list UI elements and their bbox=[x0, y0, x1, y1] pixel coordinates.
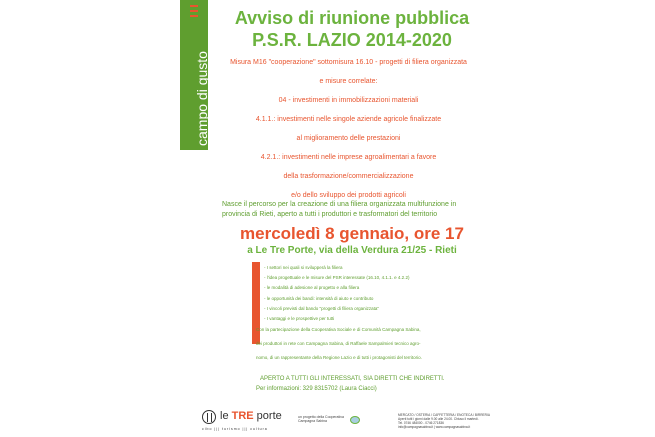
intro-line: provincia di Rieti, aperto a tutti i produttori e trasformatori del territorio bbox=[222, 211, 438, 218]
contact-info: Per informazioni: 329 8315702 (Laura Ciacci) bbox=[256, 386, 377, 392]
participation-line: nomo, di un rappresentante della Regione Lazio e di tutti i protagonisti del territorio. bbox=[256, 355, 422, 360]
coop-credit: un progetto della Cooperativa Campagna Sabina bbox=[298, 415, 344, 424]
open-note: APERTO A TUTTI GLI INTERESSATI, SIA DIRETTI CHE INDIRETTI. bbox=[260, 376, 445, 382]
le-tre-porte-logo bbox=[202, 410, 282, 434]
poster bbox=[180, 0, 490, 437]
measure-line: e misure correlate: bbox=[319, 78, 378, 85]
list-item: - l'idea progettuale e le misure del PSR interessate (16.10, 4.1.1. e 4.2.2) bbox=[264, 275, 410, 281]
side-brand-text: campo di gusto bbox=[194, 51, 210, 146]
participation-paragraph bbox=[256, 327, 481, 369]
list-item: - le modalità di adesione al progetto e alla filiera bbox=[264, 285, 360, 291]
participation-line: dei produttori in rete con Campagna Sabina, di Raffaele Sampalmieri tecnico agro- bbox=[256, 341, 421, 346]
measure-line: 4.2.1.: investimenti nelle imprese agroalimentari a favore bbox=[260, 154, 437, 161]
event-date: mercoledì 8 gennaio, ore 17 bbox=[240, 224, 464, 243]
market-line: info@campagnasabina.it | www.campagnasabina.it bbox=[398, 425, 471, 429]
intro-paragraph bbox=[222, 200, 482, 220]
agenda-list bbox=[264, 265, 464, 326]
list-item: - I vincoli previsti dal bando "progetti di filiera organizzata" bbox=[264, 305, 380, 311]
logo-tagline: cibo ||| turismo ||| cultura bbox=[202, 427, 268, 431]
measure-line: al miglioramento delle prestazioni bbox=[296, 135, 401, 142]
participation-line: Con la partecipazione della Cooperativa Sociale e di Comunità Campagna Sabina, bbox=[256, 327, 421, 332]
measure-line: e/o dello sviluppo dei prodotti agricoli bbox=[291, 192, 406, 199]
measure-line: della trasformazione/commercializzazione bbox=[283, 173, 414, 180]
logo-circle-icon bbox=[202, 410, 216, 424]
market-line: Tel. 0746 484000 - 0746 271836 bbox=[398, 421, 444, 425]
measure-line: Misura M16 "cooperazione" sottomisura 16.10 - progetti di filiera organizzata bbox=[230, 59, 467, 66]
market-info bbox=[398, 413, 490, 429]
event-place: a Le Tre Porte, via della Verdura 21/25 - Rieti bbox=[247, 245, 457, 256]
list-item: - I settori nei quali si svilupperà la filiera bbox=[264, 265, 343, 270]
market-line: Aperti tutti i giorni dalle 9.00 alle 24.00. Chiuso il martedì. bbox=[398, 417, 479, 421]
measures-list bbox=[216, 58, 481, 210]
coop-logo-icon bbox=[350, 416, 360, 424]
side-stripes bbox=[182, 5, 206, 20]
intro-line: Nasce il percorso per la creazione di una filiera organizzata multifunzione in bbox=[222, 201, 457, 208]
measure-line: 4.1.1.: investimenti nelle singole aziende agricole finalizzate bbox=[255, 116, 442, 123]
logo-wordmark: le TRE porte bbox=[220, 410, 282, 422]
measure-line: 04 - investimenti in immobilizzazioni materiali bbox=[278, 97, 419, 104]
market-line: MERCATO / OSTERIA / CAFFETTERIA / ENOTECA / BIRRERIA bbox=[398, 413, 490, 417]
page-title: Avviso di riunione pubblica bbox=[234, 8, 470, 28]
list-item: - I vantaggi e le prospettive per tutti bbox=[264, 315, 335, 321]
list-item: - le opportunità dei bandi: intensità di aiuto e contributo bbox=[264, 295, 374, 301]
page-subtitle: P.S.R. LAZIO 2014-2020 bbox=[252, 30, 452, 50]
